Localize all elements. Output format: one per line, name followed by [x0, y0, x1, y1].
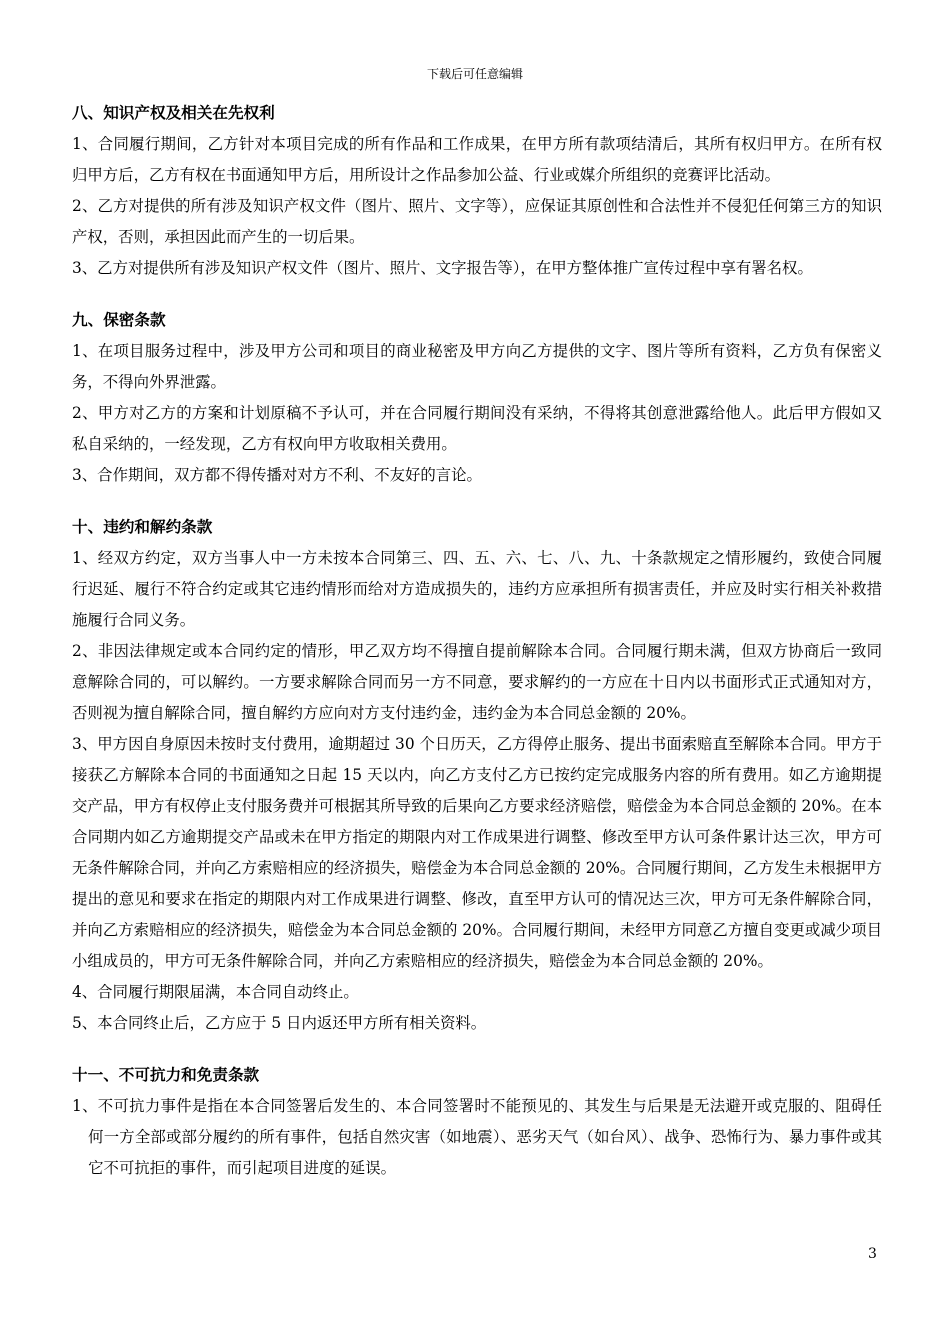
- section-title: 十、违约和解约条款: [72, 518, 213, 536]
- clause-paragraph: 1、合同履行期间，乙方针对本项目完成的所有作品和工作成果，在甲方所有款项结清后，其所有权归甲方。在所有权归甲方后，乙方有权在书面通知甲方后，用所设计之作品参加公益、行业或媒介所组织的竞赛评比活动。: [72, 135, 882, 184]
- section-spacer: [72, 1039, 882, 1060]
- clause-paragraph: 1、经双方约定，双方当事人中一方未按本合同第三、四、五、六、七、八、九、十条款规定之情形履约，致使合同履行迟延、履行不符合约定或其它违约情形而给对方造成损失的，违约方应承担所有损害责任，并应及时实行相关补救措施履行合同义务。: [72, 549, 882, 629]
- section-title: 十一、不可抗力和免责条款: [72, 1066, 260, 1084]
- section-intellectual-property: [72, 98, 882, 284]
- clause-paragraph: 3、乙方对提供所有涉及知识产权文件（图片、照片、文字报告等），在甲方整体推广宣传过程中享有署名权。: [72, 259, 813, 277]
- document-body: [72, 98, 882, 1184]
- clause-paragraph: 3、合作期间，双方都不得传播对对方不利、不友好的言论。: [72, 466, 482, 484]
- clause-paragraph: 2、非因法律规定或本合同约定的情形，甲乙双方均不得擅自提前解除本合同。合同履行期未满，但双方协商后一致同意解除合同的，可以解约。一方要求解除合同而另一方不同意，要求解约的一方应在十日内以书面形式正式通知对方，否则视为擅自解除合同，擅自解约方应向对方支付违约金，违约金为本合同总金额的 20%。: [72, 642, 882, 722]
- clause-paragraph: 1、在项目服务过程中，涉及甲方公司和项目的商业秘密及甲方向乙方提供的文字、图片等所有资料，乙方负有保密义务，不得向外界泄露。: [72, 342, 882, 391]
- clause-paragraph: 1、不可抗力事件是指在本合同签署后发生的、本合同签署时不能预见的、其发生与后果是无法避开或克服的、阻碍任何一方全部或部分履约的所有事件，包括自然灾害（如地震）、恶劣天气（如台风）、战争、恐怖行为、暴力事件或其它不可抗拒的事件，而引起项目进度的延误。: [72, 1097, 882, 1177]
- clause-paragraph: 4、合同履行期限届满，本合同自动终止。: [72, 983, 359, 1001]
- section-confidentiality: [72, 305, 882, 491]
- section-title: 八、知识产权及相关在先权利: [72, 104, 275, 122]
- section-breach-termination: [72, 512, 882, 1039]
- section-spacer: [72, 491, 882, 512]
- section-title: 九、保密条款: [72, 311, 166, 329]
- header-note: 下载后可任意编辑: [426, 67, 523, 81]
- clause-paragraph: 2、乙方对提供的所有涉及知识产权文件（图片、照片、文字等），应保证其原创性和合法性并不侵犯任何第三方的知识产权，否则，承担因此而产生的一切后果。: [72, 197, 882, 246]
- clause-paragraph: 3、甲方因自身原因未按时支付费用，逾期超过 30 个日历天，乙方得停止服务、提出书面索赔直至解除本合同。甲方于接获乙方解除本合同的书面通知之日起 15 天以内，向乙方支付乙方已按约定完成服务内容的所有费用。如乙方逾期提交产品，甲方有权停止支付服务费并可根据其所导致的后果向乙方要求经济赔偿，赔偿金为本合同总金额的 20%。在本合同期内如乙方逾期提交产品或未在甲方指定的期限内对工作成果进行调整、修改至甲方认可条件累计达三次，甲方可无条件解除合同，并向乙方索赔相应的经济损失，赔偿金为本合同总金额的 20%。合同履行期间，乙方发生未根据甲方提出的意见和要求在指定的期限内对工作成果进行调整、修改，直至甲方认可的情况达三次，甲方可无条件解除合同，并向乙方索赔相应的经济损失，赔偿金为本合同总金额的 20%。合同履行期间，未经甲方同意乙方擅自变更或减少项目小组成员的，甲方可无条件解除合同，并向乙方索赔相应的经济损失，赔偿金为本合同总金额的 20%。: [72, 735, 882, 970]
- clause-paragraph: 5、本合同终止后，乙方应于 5 日内返还甲方所有相关资料。: [72, 1014, 487, 1032]
- clause-paragraph: 2、甲方对乙方的方案和计划原稿不予认可，并在合同履行期间没有采纳，不得将其创意泄露给他人。此后甲方假如又私自采纳的，一经发现，乙方有权向甲方收取相关费用。: [72, 404, 882, 453]
- section-spacer: [72, 284, 882, 305]
- page-number: 3: [868, 1246, 877, 1262]
- section-force-majeure: [72, 1060, 882, 1184]
